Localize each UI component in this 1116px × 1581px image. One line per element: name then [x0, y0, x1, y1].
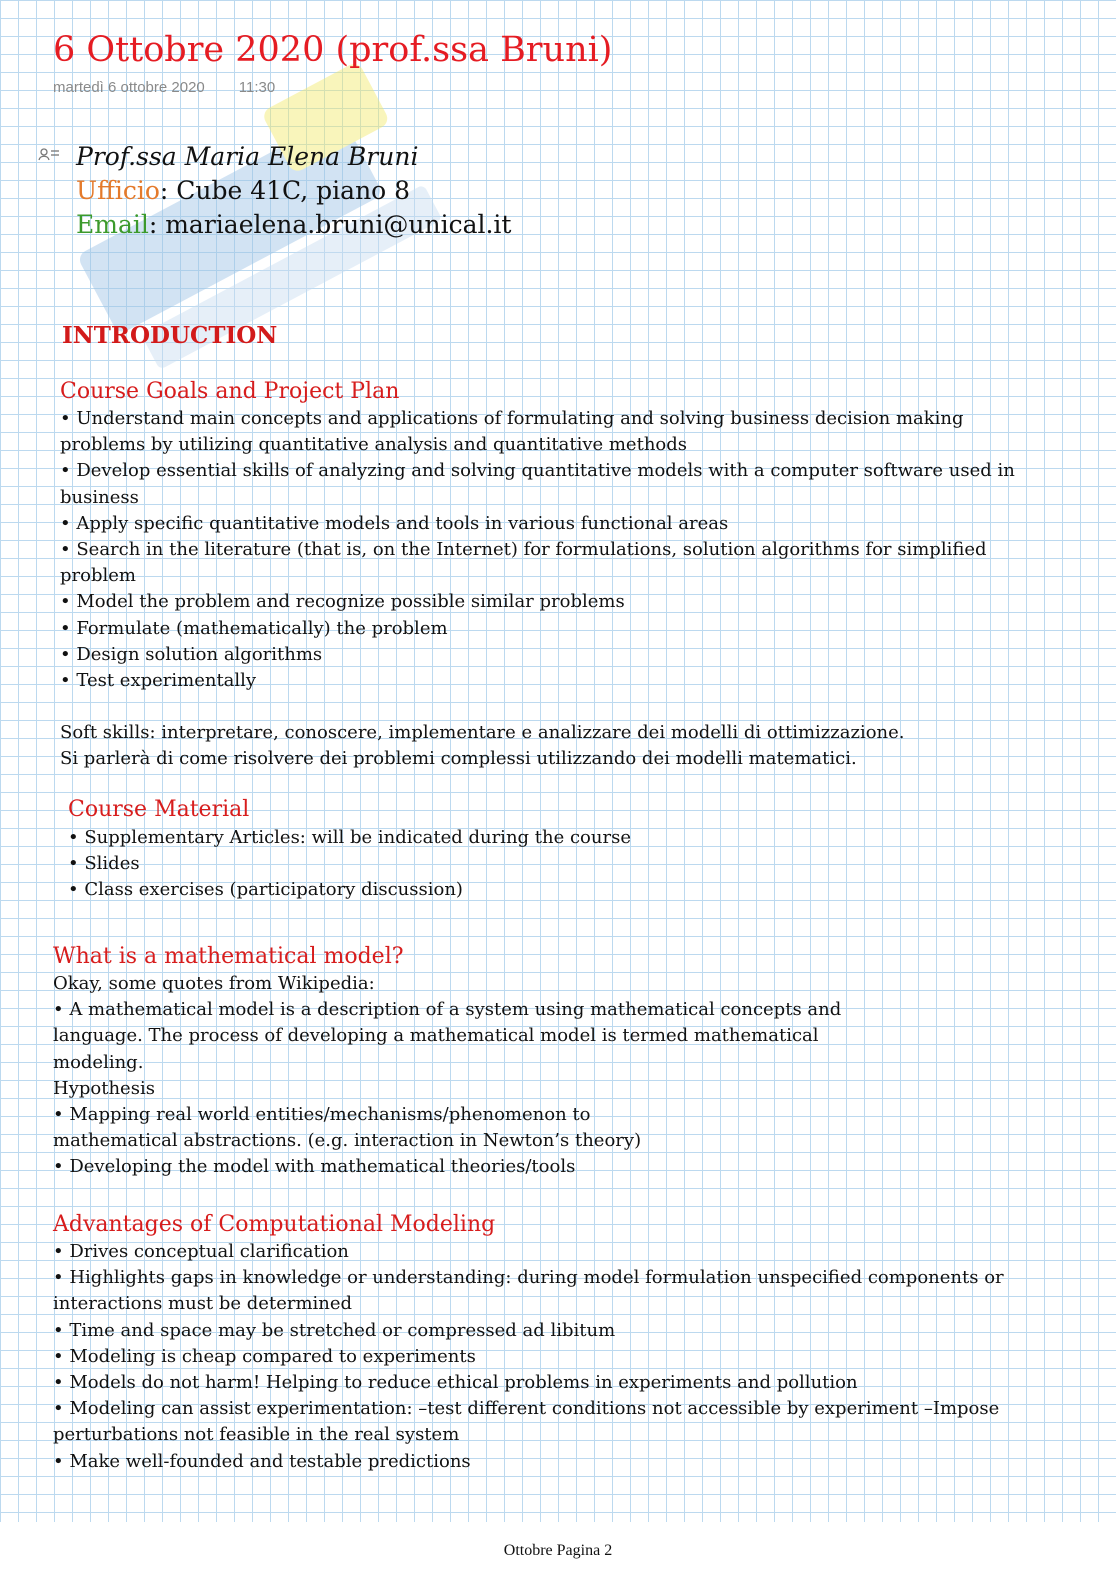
list-item: problems by utilizing quantitative analysis and quantitative methods — [60, 434, 688, 456]
office-value: : Cube 41C, piano 8 — [159, 176, 411, 205]
list-item: • Time and space may be stretched or compressed ad libitum — [53, 1319, 616, 1341]
list-item: • Test experimentally — [60, 670, 257, 692]
course-goals-list — [60, 406, 1015, 694]
office-line — [76, 174, 511, 208]
list-item: • Supplementary Articles: will be indicated during the course — [68, 827, 631, 848]
text-line: language. The process of developing a mathematical model is termed mathematical — [53, 1025, 819, 1047]
text-line: Okay, some quotes from Wikipedia: — [53, 973, 375, 994]
advantages-list — [53, 1239, 1004, 1475]
text-line: • Developing the model with mathematical theories/tools — [53, 1156, 576, 1178]
list-item: • Slides — [68, 853, 140, 875]
list-item: • Modeling is cheap compared to experiments — [53, 1345, 476, 1367]
list-item: • Formulate (mathematically) the problem — [60, 617, 448, 639]
list-item: • Understand main concepts and applications of formulating and solving business decision making — [60, 408, 964, 429]
list-item: • Apply specific quantitative models and tools in various functional areas — [60, 512, 729, 534]
list-item: • Design solution algorithms — [60, 643, 323, 665]
page-meta — [53, 78, 275, 98]
text-line: • A mathematical model is a description of a system using mathematical concepts and — [53, 999, 842, 1021]
course-goals-heading: Course Goals and Project Plan — [60, 379, 400, 404]
text-line: • Mapping real world entities/mechanisms/phenomenon to — [53, 1104, 591, 1126]
page-date: martedì 6 ottobre 2020 — [53, 79, 205, 96]
email-label: Email — [76, 210, 149, 239]
list-item: • Drives conceptual clarification — [53, 1241, 349, 1262]
text-line: Soft skills: interpretare, conoscere, implementare e analizzare dei modelli di ottimizzazione. — [60, 722, 905, 743]
list-item: • Highlights gaps in knowledge or understanding: during model formulation unspecified components or — [53, 1267, 1004, 1289]
list-item: interactions must be determined — [53, 1293, 353, 1315]
text-line: Hypothesis — [53, 1077, 155, 1099]
list-item: • Modeling can assist experimentation: –test different conditions not accessible by experiment –Impose — [53, 1398, 1000, 1420]
list-item: business — [60, 486, 139, 508]
email-value: : mariaelena.bruni@unical.it — [148, 210, 512, 239]
text-line: modeling. — [53, 1051, 144, 1073]
advantages-heading: Advantages of Computational Modeling — [53, 1212, 496, 1237]
list-item: • Search in the literature (that is, on the Internet) for formulations, solution algorithms for simplified — [60, 539, 987, 561]
page-title: 6 Ottobre 2020 (prof.ssa Bruni) — [53, 30, 613, 70]
page-time: 11:30 — [238, 79, 276, 96]
introduction-heading: INTRODUCTION — [62, 322, 278, 349]
math-model-text — [53, 971, 841, 1181]
text-line: Si parlerà di come risolvere dei problemi complessi utilizzando dei modelli matematici. — [60, 748, 857, 770]
email-line — [76, 208, 511, 242]
professor-name: Prof.ssa Maria Elena Bruni — [76, 142, 419, 171]
course-material-list — [68, 825, 631, 904]
list-item: perturbations not feasible in the real system — [53, 1424, 460, 1446]
contact-block — [76, 140, 511, 242]
math-model-heading: What is a mathematical model? — [53, 944, 404, 969]
list-item: • Develop essential skills of analyzing and solving quantitative models with a computer software used in — [60, 460, 1015, 482]
list-item: problem — [60, 565, 136, 587]
soft-skills-paragraph — [60, 720, 905, 772]
list-item: • Models do not harm! Helping to reduce ethical problems in experiments and pollution — [53, 1372, 858, 1394]
list-item: • Make well-founded and testable predictions — [53, 1450, 471, 1472]
list-item: • Model the problem and recognize possible similar problems — [60, 591, 625, 613]
page-footer: Ottobre Pagina 2 — [503, 1542, 613, 1559]
text-line: mathematical abstractions. (e.g. interaction in Newton’s theory) — [53, 1130, 642, 1152]
note-tag-icon — [38, 146, 60, 162]
course-material-heading: Course Material — [68, 797, 250, 822]
list-item: • Class exercises (participatory discussion) — [68, 879, 463, 901]
office-label: Ufficio — [76, 176, 160, 205]
